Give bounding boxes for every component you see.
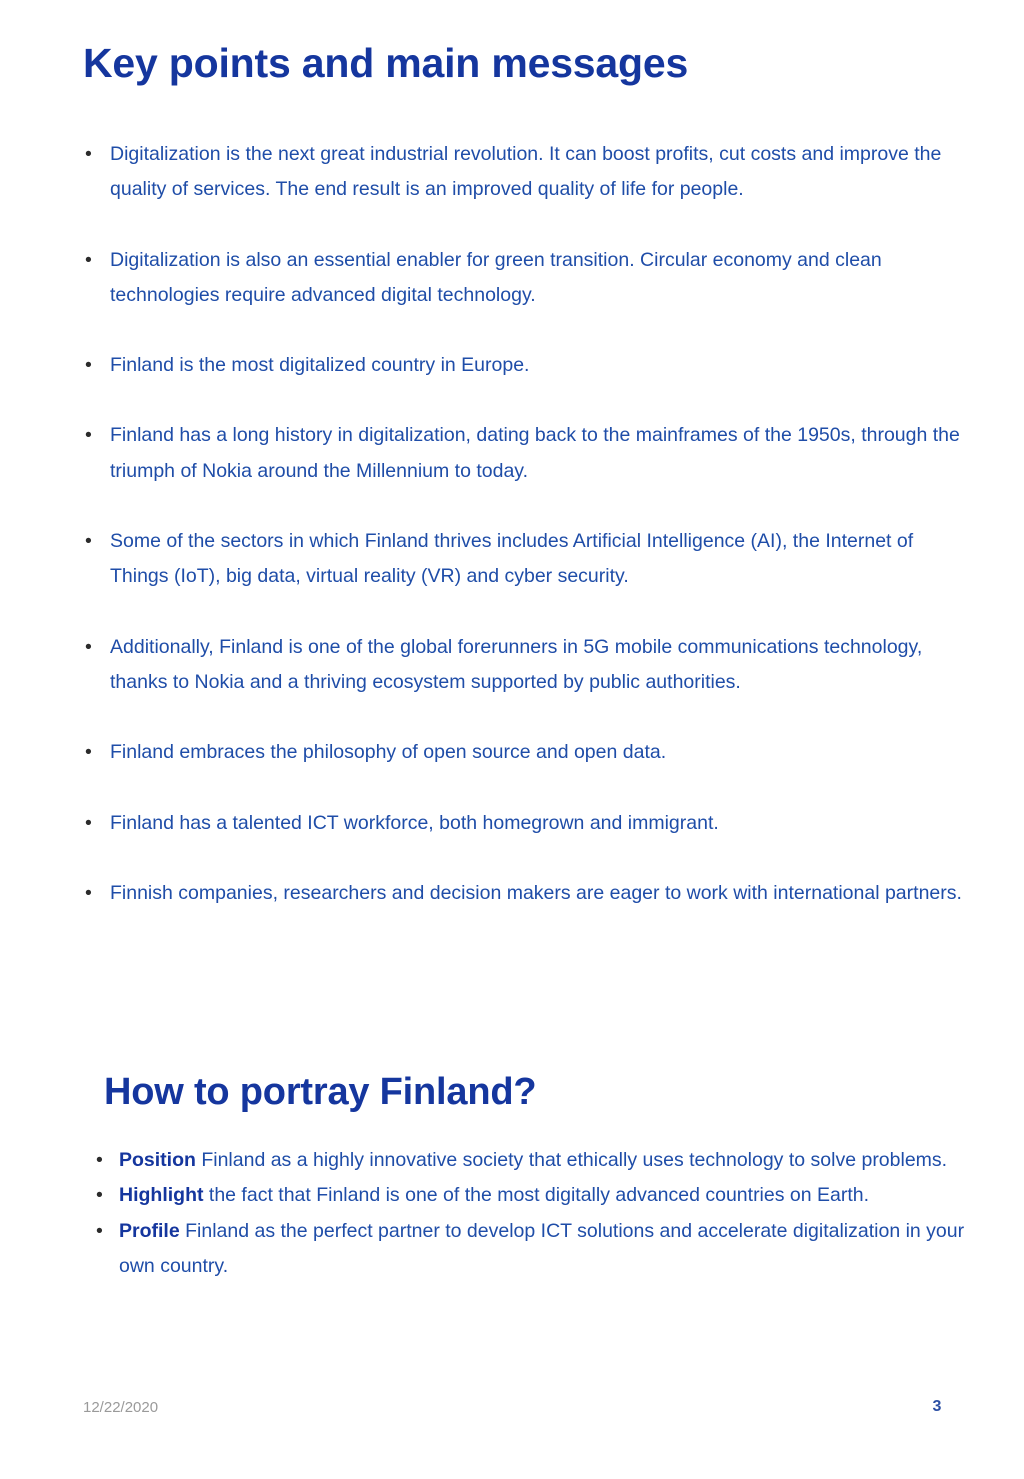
bullet-dot-icon: • (85, 530, 92, 553)
bullet-dot-icon: • (85, 635, 92, 658)
list-item-lead: Profile (119, 1219, 180, 1242)
bullet-dot-icon: • (85, 248, 92, 271)
list-item (95, 1178, 965, 1213)
list-item-text: Finnish companies, researchers and decision makers are eager to work with international partners. (110, 881, 962, 904)
bullet-dot-icon: • (96, 1184, 103, 1207)
list-item-text: Finland has a long history in digitalization, dating back to the mainframes of the 1950s, through the triumph of Nokia around the Millennium to today. (110, 424, 960, 482)
bullet-dot-icon: • (96, 1219, 103, 1242)
list-item-lead: Position (119, 1149, 196, 1171)
list-item-text: Additionally, Finland is one of the global forerunners in 5G mobile communications technology, thanks to Nokia and a thriving ecosystem supported by public authorities. (110, 635, 923, 693)
bullet-dot-icon: • (96, 1149, 103, 1171)
list-item (95, 1214, 965, 1285)
list-item (83, 806, 963, 841)
list-item-text: the fact that Finland is one of the most digitally advanced countries on Earth. (208, 1184, 870, 1207)
list-item-text: Finland is the most digitalized country in Europe. (110, 354, 530, 377)
list-item-lead: Highlight (119, 1184, 204, 1207)
list-item (83, 348, 963, 383)
footer-date: 12/22/2020 (83, 1399, 159, 1416)
list-item (83, 524, 963, 595)
list-item (83, 735, 963, 770)
list-item (95, 1143, 965, 1178)
bullet-dot-icon: • (85, 741, 92, 764)
list-item (83, 418, 963, 489)
key-points-list (83, 137, 963, 911)
list-item-text: Digitalization is the next great industrial revolution. It can boost profits, cut costs and improve the quality of services. The end result is an improved quality of life for people. (110, 143, 942, 201)
section-heading-portray: How to portray Finland? (104, 1071, 537, 1113)
bullet-dot-icon: • (85, 881, 92, 904)
footer-page-number: 3 (932, 1398, 942, 1415)
bullet-dot-icon: • (85, 424, 92, 447)
list-item (83, 876, 963, 911)
list-item-text: Finland as a highly innovative society that ethically uses technology to solve problems. (201, 1149, 948, 1171)
list-item-text: Finland has a talented ICT workforce, both homegrown and immigrant. (110, 811, 719, 834)
list-item (83, 630, 963, 701)
list-item-text: Finland as the perfect partner to develop ICT solutions and accelerate digitalization in your own country. (119, 1219, 965, 1277)
list-item-text: Some of the sectors in which Finland thrives includes Artificial Intelligence (AI), the Internet of Things (IoT), big data, virtual reality (VR) and cyber security. (110, 530, 914, 588)
bullet-dot-icon: • (85, 811, 92, 834)
page-title: Key points and main messages (83, 40, 689, 86)
list-item (83, 137, 963, 208)
list-item (83, 243, 963, 314)
list-item-text: Digitalization is also an essential enabler for green transition. Circular economy and clean technologies require advanced digital technology. (110, 248, 882, 306)
bullet-dot-icon: • (85, 143, 92, 165)
portray-points-list (95, 1143, 965, 1284)
list-item-text: Finland embraces the philosophy of open source and open data. (110, 741, 667, 764)
bullet-dot-icon: • (85, 354, 92, 377)
